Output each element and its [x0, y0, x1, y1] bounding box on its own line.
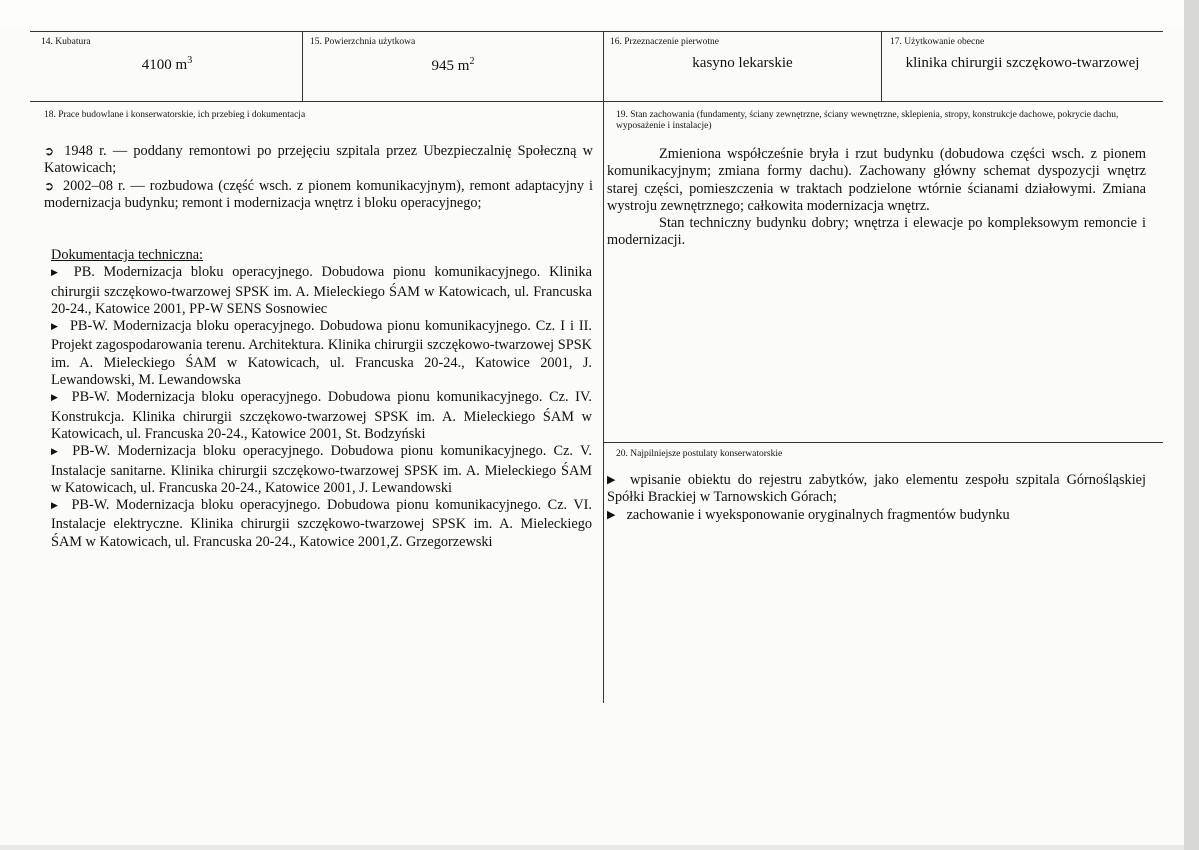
- triangle-bullet-icon: ▶: [607, 473, 616, 486]
- doc-entry-text: PB-W. Modernizacja bloku operacyjnego. Dobudowa pionu komunikacyjnego. Cz. V. Instalacje sanitarne. Klinika chirurgii szczękowo-twarzowej SPSK im. A. Mieleckiego ŚAM w Katowicach, ul. Francuska 20-24., Katowice 2001, J. Lewandowski: [51, 443, 592, 496]
- top-margin: [0, 0, 1184, 28]
- field-14-label: 14. Kubatura: [41, 37, 91, 47]
- postulate-item-text: zachowanie i wyeksponowanie oryginalnych fragmentów budynku: [626, 506, 1010, 523]
- field-15-label: 15. Powierzchnia użytkowa: [310, 37, 416, 47]
- triangle-bullet-icon: ▶: [51, 322, 58, 333]
- col-2-divider: [603, 31, 604, 703]
- doc-entry: [51, 264, 592, 318]
- doc-entry: [51, 497, 592, 551]
- postulate-item: [607, 507, 1146, 524]
- rule-row2: [603, 442, 1163, 443]
- postulate-item: [607, 472, 1146, 507]
- field-18-label: 18. Prace budowlane i konserwatorskie, ich przebieg i dokumentacja: [44, 110, 306, 120]
- field-15-exponent: 2: [469, 56, 475, 67]
- field-15-number: 945 m: [431, 58, 470, 74]
- doc-entry: [51, 318, 592, 389]
- field-17-label: 17. Użytkowanie obecne: [890, 37, 985, 47]
- field-15-value: [303, 57, 603, 75]
- field-18-works: [44, 143, 593, 212]
- field-14-value: [32, 56, 302, 74]
- doc-entry: [51, 443, 592, 497]
- arrow-right-icon: ➲: [44, 144, 55, 158]
- field-14-exponent: 3: [187, 55, 193, 66]
- triangle-bullet-icon: ▶: [51, 501, 58, 512]
- triangle-bullet-icon: ▶: [51, 393, 58, 404]
- field-19-label: 19. Stan zachowania (fundamenty, ściany zewnętrzne, ściany wewnętrzne, sklepienia, stropy, konstrukcje dachowe, pokrycie dachu, wyposażenie i instalacje): [616, 110, 1119, 131]
- work-item: [44, 178, 593, 213]
- triangle-bullet-icon: ▶: [51, 447, 58, 458]
- field-16-label: 16. Przeznaczenie pierwotne: [610, 37, 719, 47]
- field-14-number: 4100 m: [141, 57, 188, 73]
- work-item: [44, 143, 593, 178]
- field-18-documentation: [51, 247, 592, 551]
- scan-edge: [1184, 0, 1199, 850]
- postulate-item-text: wpisanie obiektu do rejestru zabytków, jako elementu zespołu szpitala Górnośląskiej Spółki Brackiej w Tarnowskich Górach;: [607, 472, 1146, 506]
- field-16-value: kasyno lekarskie: [692, 55, 793, 71]
- rule-row1: [30, 101, 1163, 102]
- condition-paragraph: Zmieniona współcześnie bryła i rzut budynku (dobudowa części wsch. z pionem komunikacyjnym; zmiana formy dachu). Zachowany główny schemat dyspozycji wnętrz starej części, pomieszczenia w traktach podzielone wtórnie ścianami działowymi. Zmiana wystroju zewnętrznego; całkowita modernizacja wnętrz.: [607, 146, 1146, 214]
- doc-entry-text: PB-W. Modernizacja bloku operacyjnego. Dobudowa pionu komunikacyjnego. Cz. IV. Konstrukcja. Klinika chirurgii szczękowo-twarzowej SPSK im. A. Mieleckiego ŚAM w Katowicach, ul. Francuska 20-24., Katowice 2001, St. Bodzyński: [51, 389, 592, 442]
- field-20-text: [607, 472, 1146, 524]
- doc-entry: [51, 389, 592, 443]
- field-19-text: [607, 146, 1146, 250]
- triangle-bullet-icon: ▶: [607, 507, 616, 521]
- documentation-heading: Dokumentacja techniczna:: [51, 247, 204, 263]
- work-item-text: 1948 r. — poddany remontowi po przejęciu szpitala przez Ubezpieczalnię Społeczną w Katowicach;: [44, 143, 593, 177]
- doc-entry-text: PB-W. Modernizacja bloku operacyjnego. Dobudowa pionu komunikacyjnego. Cz. VI. Instalacje elektryczne. Klinika chirurgii szczękowo-twarzowej SPSK im. A. Mieleckiego ŚAM w Katowicach, ul. Francuska 20-24., Katowice 2001,Z. Grzegorzewski: [51, 497, 592, 550]
- triangle-bullet-icon: ▶: [51, 268, 58, 279]
- rule-top: [30, 31, 1163, 32]
- doc-entry-text: PB. Modernizacja bloku operacyjnego. Dobudowa pionu komunikacyjnego. Klinika chirurgii szczękowo-twarzowej SPSK im. A. Mieleckiego ŚAM w Katowicach, ul. Francuska 20-24., Katowice 2001, PP-W SENS Sosnowiec: [51, 264, 592, 317]
- field-17-value: klinika chirurgii szczękowo-twarzowej: [905, 55, 1140, 71]
- field-20-label: 20. Najpilniejsze postulaty konserwatorskie: [616, 449, 783, 459]
- condition-paragraph: Stan techniczny budynku dobry; wnętrza i elewacje po kompleksowym remoncie i modernizacji.: [607, 215, 1146, 249]
- work-item-text: 2002–08 r. — rozbudowa (część wsch. z pionem komunikacyjnym), remont adaptacyjny i modernizacja budynku; remont i modernizacja wnętrz i bloku operacyjnego;: [44, 177, 593, 211]
- arrow-right-icon: ➲: [44, 178, 55, 193]
- doc-entry-text: PB-W. Modernizacja bloku operacyjnego. Dobudowa pionu komunikacyjnego. Cz. I i II. Projekt zagospodarowania terenu. Architektura. Klinika chirurgii szczękowo-twarzowej SPSK im. A. Mieleckiego ŚAM w Katowicach, ul. Francuska 20-24., Katowice 2001, J. Lewandowski, M. Lewandowska: [51, 318, 592, 389]
